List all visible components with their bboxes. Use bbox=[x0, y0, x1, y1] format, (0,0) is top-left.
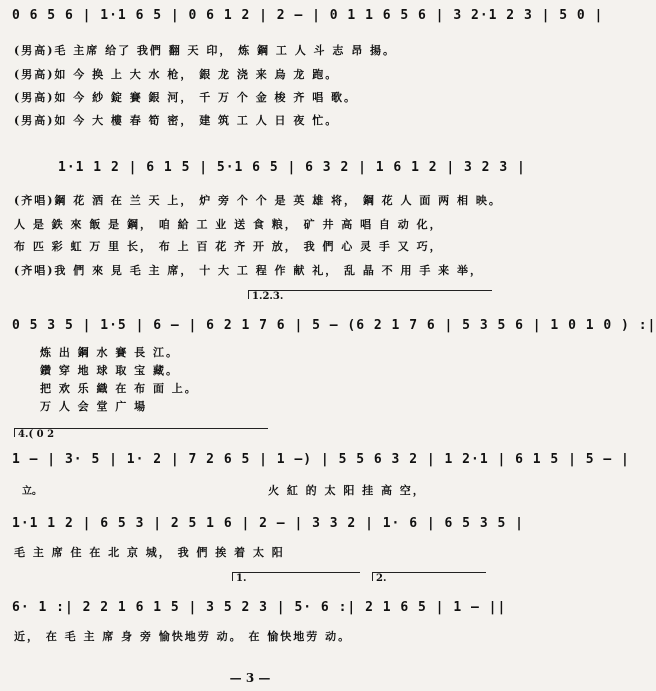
lyric-line-3-2: 鑽 穿 地 球 取 宝 藏。 bbox=[40, 364, 179, 377]
lyric-line-1-1: (男高)毛 主席 给了 我們 翻 天 印， 炼 鋼 工 人 斗 志 昂 揚。 bbox=[14, 44, 397, 57]
notation-line-6: 6· 1 :| 2 2 1 6 1 5 | 3 5 2 3 | 5· 6 :| 2 1 6 5 | 1 — || bbox=[12, 600, 507, 615]
lyric-line-2-2: 人 是 鉄 來 飯 是 鋼， 咱 給 工 业 送 食 粮， 矿 井 高 唱 自 动 化， bbox=[14, 218, 443, 231]
volta-4: 4.( 0 2 bbox=[14, 428, 268, 437]
notation-line-5: 1·1 1 2 | 6 5 3 | 2 5 1 6 | 2 — | 3 3 2 | 1· 6 | 6 5 3 5 | bbox=[12, 516, 524, 531]
lyric-line-1-2: (男高)如 今 换 上 大 水 枪， 銀 龙 浇 来 烏 龙 跑。 bbox=[14, 68, 339, 81]
lyric-line-4-a: 立。 bbox=[22, 486, 42, 497]
notation-line-3: 0 5 3 5 | 1·5 | 6 — | 6 2 1 7 6 | 5 — (6 2 1 7 6 | 5 3 5 6 | 1 0 1 0 ) :| bbox=[12, 318, 656, 333]
lyric-line-1-3: (男高)如 今 紗 錠 賽 銀 河， 千 万 个 金 梭 齐 唱 歌。 bbox=[14, 91, 358, 104]
lyric-line-3-1: 炼 出 鋼 水 賽 長 江。 bbox=[40, 346, 179, 359]
notation-line-1: 0 6 5 6 | 1·1 6 5 | 0 6 1 2 | 2 — | 0 1 1 6 5 6 | 3 2·1 2 3 | 5 0 | bbox=[12, 8, 604, 23]
volta-ending-1: 1. bbox=[232, 572, 360, 581]
notation-line-4: 1 — | 3· 5 | 1· 2 | 7 2 6 5 | 1 —) | 5 5 6 3 2 | 1 2·1 | 6 1 5 | 5 — | bbox=[12, 452, 630, 467]
lyric-line-3-4: 万 人 会 堂 广 場 bbox=[40, 400, 148, 413]
lyric-line-1-4: (男高)如 今 大 樓 春 筍 密， 建 筑 工 人 日 夜 忙。 bbox=[14, 114, 339, 127]
notation-line-2: 1·1 1 2 | 6 1 5 | 5·1 6 5 | 6 3 2 | 1 6 1 2 | 3 2 3 | bbox=[58, 160, 526, 175]
lyric-line-3-3: 把 欢 乐 織 在 布 面 上。 bbox=[40, 382, 198, 395]
lyric-line-4-b: 火 紅 的 太 阳 挂 高 空， bbox=[268, 484, 426, 497]
lyric-line-2-1: (齐唱)鋼 花 洒 在 兰 天 上， 炉 旁 个 个 是 英 雄 将， 鋼 花 人 面 两 相 映。 bbox=[14, 194, 502, 207]
lyric-line-6: 近， 在 毛 主 席 身 旁 愉快地劳 动。 在 愉快地劳 动。 bbox=[14, 630, 352, 643]
page-number: — 3 — bbox=[229, 671, 271, 685]
lyric-line-2-4: (齐唱)我 們 來 見 毛 主 席， 十 大 工 程 作 献 礼， 乱 晶 不 用 手 来 举， bbox=[14, 264, 483, 277]
volta-ending-2: 2. bbox=[372, 572, 486, 581]
lyric-line-5: 毛 主 席 住 在 北 京 城， 我 們 挨 着 太 阳 bbox=[14, 546, 285, 559]
volta-1-2-3: 1.2.3. bbox=[248, 290, 492, 299]
lyric-line-2-3: 布 匹 彩 虹 万 里 长， 布 上 百 花 齐 开 放， 我 們 心 灵 手 又 巧， bbox=[14, 240, 443, 253]
